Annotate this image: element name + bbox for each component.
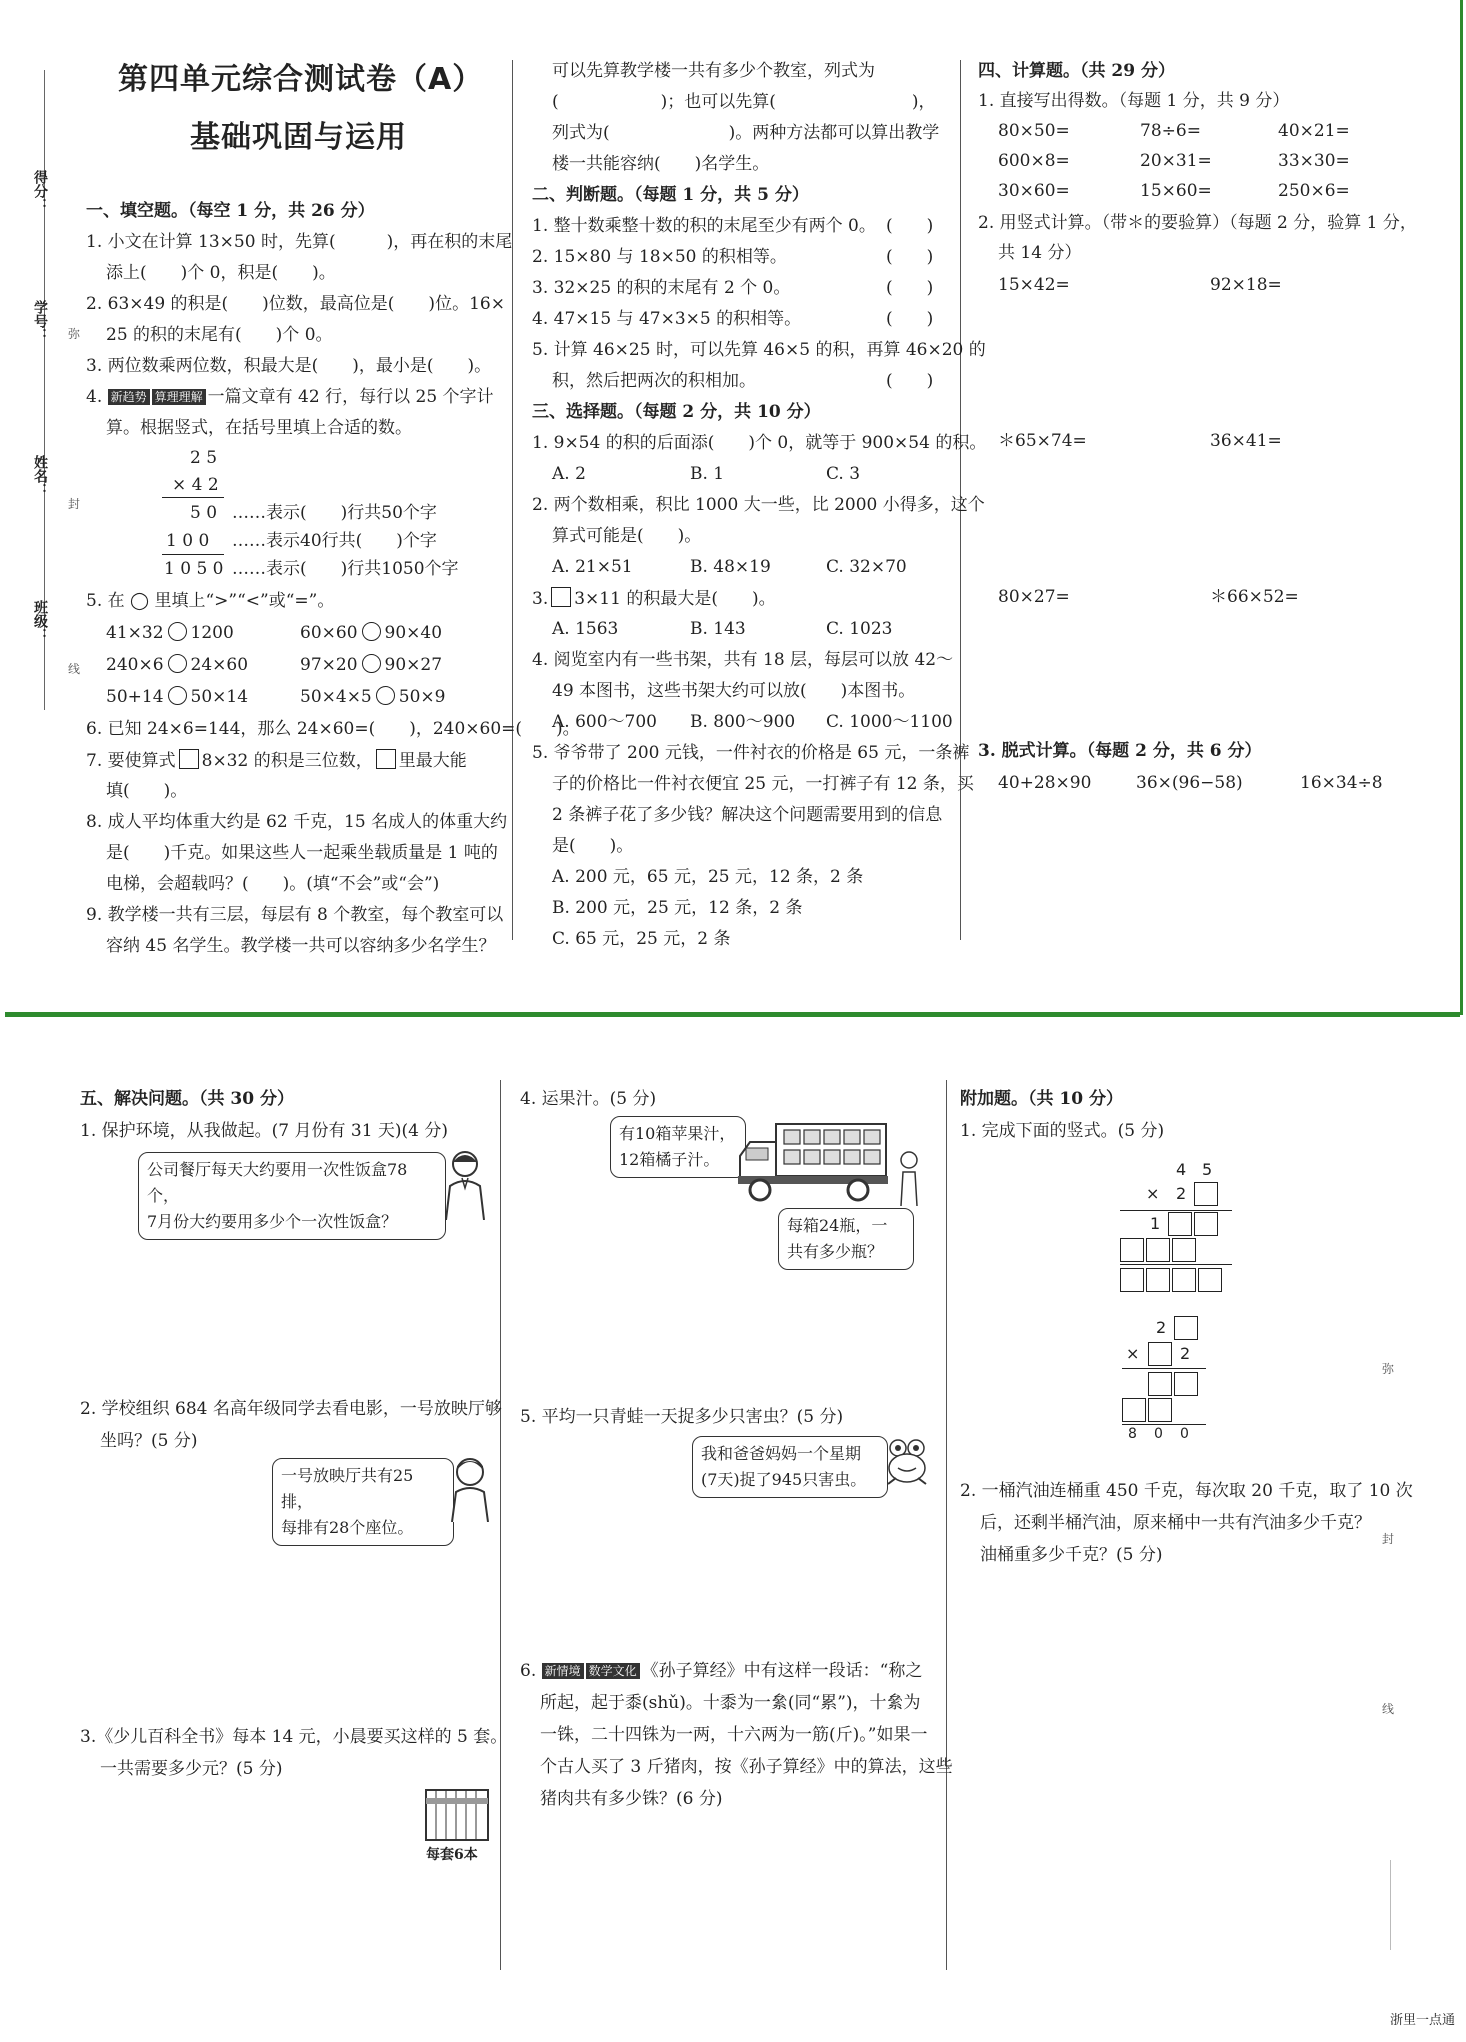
s1-q1: 1. 小文在计算 13×50 时，先算( )，再在积的末尾 <box>86 232 513 252</box>
oral-calc: 80×50= <box>998 121 1070 141</box>
s1-q4: 算。根据竖式，在括号里填上合适的数。 <box>106 418 412 438</box>
vertical-calc-item: 15×42= <box>998 275 1070 295</box>
s4-q1: 1. 直接写出得数。（每题 1 分，共 9 分） <box>978 91 1290 111</box>
class-label: 班级： <box>32 600 48 642</box>
vertical-calc-row: 5 0 <box>190 503 218 523</box>
choice-question: 5. 爷爷带了 200 元钱，一件衬衣的价格是 65 元，一条裤 <box>532 743 970 763</box>
oral-calc: 20×31= <box>1140 151 1212 171</box>
choice-option[interactable]: B. 800～900 <box>690 712 796 732</box>
vertical-calc-row: 1 0 5 0 <box>164 559 224 579</box>
extra-q2: 2. 一桶汽油连桶重 450 千克，每次取 20 千克，取了 10 次 <box>960 1481 1413 1501</box>
page-divider <box>5 1012 1460 1017</box>
choice-question: 1. 9×54 的积的后面添( )个 0，就等于 900×54 的积。 <box>532 433 987 453</box>
stepwise-calc: 16×34÷8 <box>1300 773 1383 793</box>
puzzle-digit: 2 <box>1156 1318 1167 1337</box>
s1-q8: 是( )千克。如果这些人一起乘坐载质量是 1 吨的 <box>106 843 498 863</box>
child-illustration <box>892 1150 926 1206</box>
binding-line <box>1390 1860 1391 1950</box>
tag-reasoning: 算理理解 <box>152 389 206 405</box>
oral-calc: 30×60= <box>998 181 1070 201</box>
oral-calc: 33×30= <box>1278 151 1350 171</box>
choice-question: 2 条裤子花了多少钱？解决这个问题需要用到的信息 <box>552 805 943 825</box>
s2-heading: 二、判断题。（每题 1 分，共 5 分） <box>532 185 809 205</box>
xian-mark: 线 <box>1382 1702 1395 1716</box>
column-divider <box>946 1080 947 1970</box>
calc-rule <box>162 554 224 555</box>
compare-circle[interactable] <box>168 686 187 705</box>
choice-option[interactable]: C. 3 <box>826 464 861 484</box>
column-divider <box>512 60 513 940</box>
page-edge-line <box>1460 0 1463 1015</box>
page-title: 第四单元综合测试卷（A） <box>118 62 484 97</box>
xian-mark: 线 <box>68 662 81 676</box>
speech-bubble: 每箱24瓶，一 共有多少瓶？ <box>778 1208 914 1270</box>
s1-q2: 2. 63×49 的积是( )位数，最高位是( )位。16× <box>86 294 505 314</box>
stepwise-calc: 40+28×90 <box>998 773 1092 793</box>
vertical-calc-item: 92×18= <box>1210 275 1282 295</box>
s5-p3: 3.《少儿百科全书》每本 14 元，小晨要买这样的 5 套。 <box>80 1727 508 1747</box>
puzzle-box[interactable] <box>1198 1268 1222 1292</box>
vertical-calc-note: ……表示( )行共1050个字 <box>232 559 459 579</box>
answer-square[interactable] <box>376 749 396 769</box>
judge-item: 2. 15×80 与 18×50 的积相等。 <box>532 247 787 267</box>
s1-q4: 4. 新趋势 算理理解 一篇文章有 42 行，每行以 25 个字计 <box>86 387 494 407</box>
books-caption: 每套6本 <box>426 1847 478 1863</box>
puzzle-digit: × <box>1146 1184 1160 1203</box>
puzzle-box[interactable] <box>1172 1268 1196 1292</box>
puzzle-digit: 1 <box>1150 1214 1161 1233</box>
choice-option[interactable]: C. 1023 <box>826 619 893 639</box>
footer-watermark: 浙里一点通 <box>1390 2013 1456 2028</box>
s4-q3: 3. 脱式计算。（每题 2 分，共 6 分） <box>978 741 1262 761</box>
oral-calc: 600×8= <box>998 151 1070 171</box>
calc-rule <box>1120 1210 1232 1211</box>
choice-option[interactable]: A. 21×51 <box>552 557 633 577</box>
puzzle-digit: 5 <box>1202 1160 1213 1179</box>
student-id-label: 学号： <box>32 300 48 342</box>
s1-q8: 电梯，会超载吗？( )。(填“不会”或“会”) <box>106 874 440 894</box>
speech-bubble: 一号放映厅共有25排， 每排有28个座位。 <box>272 1458 454 1546</box>
choice-question: 4. 阅览室内有一些书架，共有 18 层，每层可以放 42～ <box>532 650 954 670</box>
frog-illustration <box>884 1438 930 1488</box>
puzzle-box[interactable] <box>1148 1342 1172 1366</box>
s1-q9-cont: 列式为( )。两种方法都可以算出教学 <box>552 123 940 143</box>
s4-q2: 共 14 分） <box>998 243 1082 263</box>
judge-item: 1. 整十数乘整十数的积的末尾至少有两个 0。 <box>532 216 876 236</box>
s1-q2: 25 的积的末尾有( )个 0。 <box>106 325 333 345</box>
puzzle-digit: 8 <box>1128 1426 1137 1442</box>
puzzle-box[interactable] <box>1120 1268 1144 1292</box>
puzzle-box[interactable] <box>1168 1212 1192 1236</box>
extra-q2: 油桶重多少千克？(5 分) <box>980 1545 1163 1565</box>
oral-calc: 250×6= <box>1278 181 1350 201</box>
judge-item: 积，然后把两次的积相加。 <box>552 371 756 391</box>
tag-new-context: 新情境 <box>542 1663 584 1679</box>
s5-p2: 坐吗？(5 分) <box>100 1431 198 1451</box>
judge-item: 5. 计算 46×25 时，可以先算 46×5 的积，再算 46×20 的 <box>532 340 986 360</box>
mi-mark: 弥 <box>68 327 81 341</box>
calc-rule <box>1122 1424 1206 1425</box>
truck-illustration <box>736 1116 906 1206</box>
puzzle-box[interactable] <box>1174 1372 1198 1396</box>
speech-bubble: 我和爸爸妈妈一个星期 (7天)捉了945只害虫。 <box>692 1436 888 1498</box>
vertical-calc-item: ＊65×74= <box>998 431 1087 451</box>
name-label: 姓名： <box>32 455 48 497</box>
puzzle-box[interactable] <box>1146 1238 1170 1262</box>
column-divider <box>500 1080 501 1970</box>
feng-mark: 封 <box>68 497 81 511</box>
speech-bubble: 有10箱苹果汁， 12箱橘子汁。 <box>610 1116 746 1178</box>
s1-q7: 7. 要使算式 8×32 的积是三位数， 里最大能 <box>86 751 467 771</box>
judge-item: 4. 47×15 与 47×3×5 的积相等。 <box>532 309 802 329</box>
choice-option[interactable]: B. 48×19 <box>690 557 771 577</box>
vertical-calc-note: ……表示40行共( )个字 <box>232 531 437 551</box>
calc-rule <box>162 497 224 498</box>
s1-q9-cont: 楼一共能容纳( )名学生。 <box>552 154 770 174</box>
puzzle-digit: 2 <box>1176 1184 1187 1203</box>
vertical-calc-note: ……表示( )行共50个字 <box>232 503 437 523</box>
puzzle-digit: 4 <box>1176 1160 1187 1179</box>
compare-item: 240×6 24×60 <box>106 655 249 675</box>
choice-option[interactable]: A. 2 <box>552 464 586 484</box>
choice-option[interactable]: B. 143 <box>690 619 746 639</box>
mi-mark: 弥 <box>1382 1362 1395 1376</box>
vertical-calc-item: 36×41= <box>1210 431 1282 451</box>
s1-q1: 添上( )个 0，积是( )。 <box>106 263 336 283</box>
s5-p6: 6. 新情境 数学文化 《孙子算经》中有这样一段话：“称之 <box>520 1661 923 1681</box>
puzzle-box[interactable] <box>1148 1372 1172 1396</box>
calc-rule <box>1122 1368 1206 1369</box>
page-subtitle: 基础巩固与运用 <box>190 120 407 155</box>
vertical-calc-item: 80×27= <box>998 587 1070 607</box>
compare-item: 50×4×5 50×9 <box>300 687 446 707</box>
s1-q9-cont: ( )；也可以先算( )， <box>552 92 936 112</box>
s1-q8: 8. 成人平均体重大约是 62 千克，15 名成人的体重大约 <box>86 812 508 832</box>
vertical-calc-row: 1 0 0 <box>166 531 210 551</box>
extra-q2: 后，还剩半桶汽油，原来桶中一共有汽油多少千克？ <box>980 1513 1371 1533</box>
s5-p6: 一铢，二十四铢为一两，十六两为一筋(斤)。”如果一 <box>540 1725 928 1745</box>
s5-p4: 4. 运果汁。(5 分) <box>520 1089 657 1109</box>
judge-paren[interactable]: ( ) <box>886 371 934 391</box>
puzzle-box[interactable] <box>1194 1182 1218 1206</box>
tag-new-trend: 新趋势 <box>108 389 150 405</box>
choice-question: 49 本图书，这些书架大约可以放( )本图书。 <box>552 681 916 701</box>
person-illustration <box>440 1148 490 1220</box>
judge-paren[interactable]: ( ) <box>886 278 934 298</box>
s4-heading: 四、计算题。（共 29 分） <box>978 61 1175 81</box>
judge-paren[interactable]: ( ) <box>886 216 934 236</box>
s1-q9-cont: 可以先算教学楼一共有多少个教室，列式为 <box>552 61 875 81</box>
s1-q3: 3. 两位数乘两位数，积最大是( )，最小是( )。 <box>86 356 492 376</box>
s1-q9: 容纳 45 名学生。教学楼一共可以容纳多少名学生？ <box>106 936 496 956</box>
s5-p5: 5. 平均一只青蛙一天捉多少只害虫？(5 分) <box>520 1407 844 1427</box>
calc-rule <box>1120 1264 1232 1265</box>
choice-question: 2. 两个数相乘，积比 1000 大一些，比 2000 小得多，这个 <box>532 495 985 515</box>
compare-item: 50+14 50×14 <box>106 687 249 707</box>
feng-mark: 封 <box>1382 1532 1395 1546</box>
puzzle-box[interactable] <box>1174 1316 1198 1340</box>
vertical-calc-row: × 4 2 <box>172 475 219 495</box>
choice-option[interactable]: B. 1 <box>690 464 725 484</box>
answer-square[interactable] <box>551 587 571 607</box>
books-illustration <box>424 1788 490 1842</box>
choice-option[interactable]: A. 200 元，65 元，25 元，12 条，2 条 <box>552 867 864 887</box>
s1-q9: 9. 教学楼一共有三层，每层有 8 个教室，每个教室可以 <box>86 905 504 925</box>
compare-item: 97×20 90×27 <box>300 655 443 675</box>
oral-calc: 15×60= <box>1140 181 1212 201</box>
extra-heading: 附加题。（共 10 分） <box>960 1089 1123 1109</box>
oral-calc: 40×21= <box>1278 121 1350 141</box>
person-illustration <box>448 1456 492 1522</box>
choice-option[interactable]: B. 200 元，25 元，12 条，2 条 <box>552 898 803 918</box>
compare-circle[interactable] <box>168 622 187 641</box>
compare-item: 60×60 90×40 <box>300 623 443 643</box>
compare-circle[interactable] <box>376 686 395 705</box>
puzzle-box[interactable] <box>1194 1212 1218 1236</box>
compare-item: 41×32 1200 <box>106 623 234 643</box>
s5-p2: 2. 学校组织 684 名高年级同学去看电影，一号放映厅够 <box>80 1399 502 1419</box>
puzzle-box[interactable] <box>1122 1398 1146 1422</box>
oral-calc: 78÷6= <box>1140 121 1201 141</box>
judge-paren[interactable]: ( ) <box>886 247 934 267</box>
score-label: 得分： <box>32 170 48 212</box>
choice-option[interactable]: C. 65 元，25 元，2 条 <box>552 929 731 949</box>
puzzle-digit: 0 <box>1180 1426 1189 1442</box>
puzzle-box[interactable] <box>1148 1398 1172 1422</box>
s5-p1: 1. 保护环境，从我做起。(7 月份有 31 天)(4 分) <box>80 1121 449 1141</box>
puzzle-digit: 0 <box>1154 1426 1163 1442</box>
choice-option[interactable]: A. 600～700 <box>552 712 657 732</box>
stepwise-calc: 36×(96−58) <box>1136 773 1243 793</box>
s1-heading: 一、填空题。（每空 1 分，共 26 分） <box>86 201 375 221</box>
tag-math-culture: 数学文化 <box>586 1663 640 1679</box>
s4-q2: 2. 用竖式计算。（带＊的要验算）（每题 2 分，验算 1 分， <box>978 213 1417 233</box>
s1-q5: 5. 在 ◯ 里填上“>”“<”或“=”。 <box>86 591 335 611</box>
judge-paren[interactable]: ( ) <box>886 309 934 329</box>
s3-heading: 三、选择题。（每题 2 分，共 10 分） <box>532 402 821 422</box>
speech-bubble: 公司餐厅每天大约要用一次性饭盒78个， 7月份大约要用多少个一次性饭盒？ <box>138 1152 446 1240</box>
puzzle-digit: × <box>1126 1344 1140 1363</box>
puzzle-box[interactable] <box>1172 1238 1196 1262</box>
s5-p6: 猪肉共有多少铢？(6 分) <box>540 1789 723 1809</box>
extra-q1: 1. 完成下面的竖式。(5 分) <box>960 1121 1165 1141</box>
puzzle-box[interactable] <box>1146 1268 1170 1292</box>
answer-square[interactable] <box>179 749 199 769</box>
binding-margin <box>0 0 80 740</box>
s1-q6: 6. 已知 24×6=144，那么 24×60=( )，240×60=( )。 <box>86 719 580 739</box>
compare-circle[interactable] <box>362 654 381 673</box>
compare-circle[interactable] <box>168 654 187 673</box>
puzzle-digit: 2 <box>1180 1344 1191 1363</box>
choice-question: 算式可能是( )。 <box>552 526 702 546</box>
vertical-calc-row: 2 5 <box>190 448 218 468</box>
choice-option[interactable]: C. 32×70 <box>826 557 907 577</box>
choice-question: 3. 3×11 的积最大是( )。 <box>532 589 776 609</box>
s1-q7: 填( )。 <box>106 781 188 801</box>
vertical-calc-item: ＊66×52= <box>1210 587 1299 607</box>
s5-p6: 个古人买了 3 斤猪肉，按《孙子算经》中的算法，这些 <box>540 1757 953 1777</box>
choice-question: 是( )。 <box>552 836 634 856</box>
s5-p3: 一共需要多少元？(5 分) <box>100 1759 283 1779</box>
compare-circle[interactable] <box>362 622 381 641</box>
choice-option[interactable]: A. 1563 <box>552 619 619 639</box>
puzzle-box[interactable] <box>1120 1238 1144 1262</box>
s5-p6: 所起，起于黍(shǔ)。十黍为一絫(同“累”)，十絫为 <box>540 1693 921 1713</box>
s5-heading: 五、解决问题。（共 30 分） <box>80 1089 294 1109</box>
choice-question: 子的价格比一件衬衣便宜 25 元，一打裤子有 12 条，买 <box>552 774 974 794</box>
judge-item: 3. 32×25 的积的末尾有 2 个 0。 <box>532 278 791 298</box>
choice-option[interactable]: C. 1000～1100 <box>826 712 953 732</box>
